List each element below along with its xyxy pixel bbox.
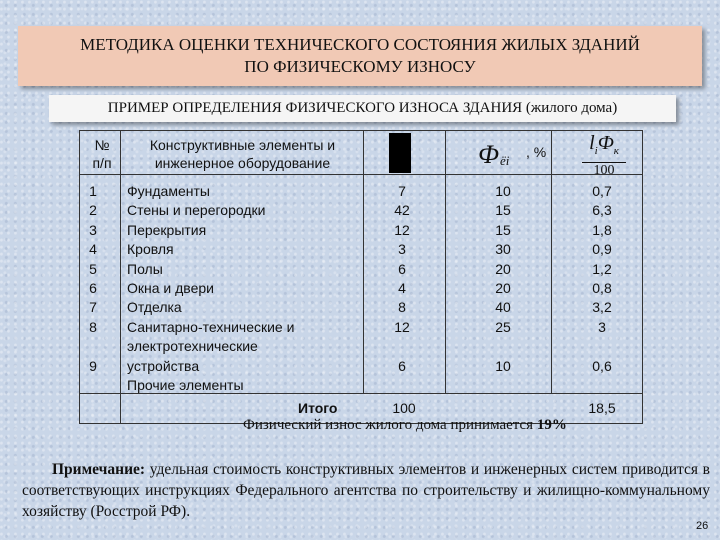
row-weight	[372, 337, 432, 356]
row-number: 1	[89, 183, 97, 199]
row-weight: 42	[394, 202, 410, 219]
row-element: Стены и перегородки	[127, 202, 266, 219]
column-products	[572, 182, 632, 395]
row-product: 0,8	[592, 280, 612, 297]
row-element: Санитарно-технические и	[127, 318, 295, 335]
row-element: Перекрытия	[127, 221, 207, 238]
total-weight: 100	[392, 400, 416, 416]
table-divider-weight	[445, 130, 446, 393]
conclusion	[243, 417, 567, 434]
header-weight-symbol-box	[389, 133, 411, 173]
row-number: 5	[89, 260, 97, 277]
row-wear	[473, 337, 533, 356]
row-product	[572, 376, 632, 395]
header-product-formula	[574, 132, 634, 178]
header-element-line-2: инженерное оборудование	[154, 155, 331, 171]
row-number: 3	[89, 221, 97, 238]
row-product	[572, 337, 632, 356]
row-product: 0,7	[592, 183, 612, 199]
note-label: Примечание:	[52, 461, 146, 478]
row-wear: 10	[495, 183, 511, 199]
row-product: 1,2	[592, 260, 612, 277]
row-element: Кровля	[127, 241, 174, 258]
formula-denominator: 100	[593, 163, 615, 178]
row-wear: 20	[495, 280, 511, 297]
conclusion-value: 19%	[536, 417, 567, 433]
column-weights	[372, 182, 432, 395]
column-elements	[127, 182, 362, 395]
column-numbers	[84, 182, 102, 395]
row-weight: 3	[398, 241, 406, 258]
formula-sub-i: i	[594, 145, 598, 157]
note-text: удельная стоимость конструктивных элементов и инженерных систем приводится в соответствующих инструкциях Федерального агентства по строительству и жилищно-коммунальному хозяйству (Росстрой РФ).	[22, 461, 710, 520]
total-product: 18,5	[588, 400, 616, 416]
row-element: устройства	[127, 357, 200, 374]
row-number	[84, 337, 102, 356]
row-wear	[473, 376, 533, 395]
table-divider-name	[363, 130, 364, 393]
row-weight: 4	[398, 280, 406, 297]
row-element: Фундаменты	[127, 183, 210, 199]
header-wear-unit: , %	[526, 144, 547, 160]
row-wear: 30	[495, 241, 511, 258]
note	[22, 459, 710, 522]
row-product: 6,3	[592, 202, 612, 219]
row-wear: 25	[495, 318, 511, 335]
row-element: Окна и двери	[127, 280, 214, 297]
column-wear	[473, 182, 533, 395]
row-weight: 12	[394, 318, 410, 335]
title-line-1: МЕТОДИКА ОЦЕНКИ ТЕХНИЧЕСКОГО СОСТОЯНИЯ ЖИЛЫХ ЗДАНИЙ	[80, 35, 640, 54]
row-weight	[372, 376, 432, 395]
row-wear: 10	[495, 357, 511, 374]
formula-l: l	[589, 132, 595, 154]
table-header-rule	[79, 174, 642, 175]
row-number: 7	[89, 299, 97, 316]
row-wear: 15	[495, 202, 511, 219]
header-number-line-1: №	[94, 137, 110, 153]
row-number: 2	[89, 202, 97, 219]
page-number: 26	[696, 520, 709, 532]
row-product: 0,6	[592, 357, 612, 374]
header-element	[125, 136, 360, 172]
row-wear: 40	[495, 299, 511, 316]
header-number-line-2: п/п	[92, 155, 112, 171]
row-element: Прочие элементы	[127, 377, 244, 394]
row-wear: 15	[495, 221, 511, 238]
slide-title	[18, 26, 702, 86]
row-product: 0,9	[592, 241, 612, 258]
row-element: Полы	[127, 260, 163, 277]
row-element: электротехнические	[127, 338, 258, 355]
formula-sub-k: к	[613, 145, 619, 157]
header-wear-symbol: Ф	[478, 140, 499, 169]
row-number: 9	[89, 357, 97, 374]
header-number	[84, 136, 120, 172]
title-line-2: ПО ФИЗИЧЕСКОМУ ИЗНОСУ	[244, 57, 476, 76]
row-number: 8	[89, 318, 97, 335]
slide-subtitle: ПРИМЕР ОПРЕДЕЛЕНИЯ ФИЗИЧЕСКОГО ИЗНОСА ЗДАНИЯ (жилого дома)	[49, 95, 676, 122]
formula-phi: Ф	[597, 132, 614, 154]
total-label: Итого	[298, 400, 338, 416]
conclusion-text: Физический износ жилого дома принимается	[243, 417, 537, 433]
row-number: 6	[89, 280, 97, 297]
row-product: 3	[598, 318, 606, 335]
row-wear: 20	[495, 260, 511, 277]
formula-numerator	[574, 132, 634, 162]
header-wear	[470, 140, 560, 170]
row-product: 3,2	[592, 299, 612, 316]
row-weight: 7	[398, 183, 406, 199]
row-weight: 12	[394, 221, 410, 238]
header-wear-subscript: ёi	[500, 153, 510, 168]
row-product: 1,8	[592, 221, 612, 238]
row-number: 4	[89, 241, 97, 258]
row-element: Отделка	[127, 299, 182, 316]
row-weight: 6	[398, 260, 406, 277]
row-number	[84, 376, 102, 395]
row-weight: 8	[398, 299, 406, 316]
header-element-line-1: Конструктивные элементы и	[149, 137, 336, 153]
row-weight: 6	[398, 357, 406, 374]
